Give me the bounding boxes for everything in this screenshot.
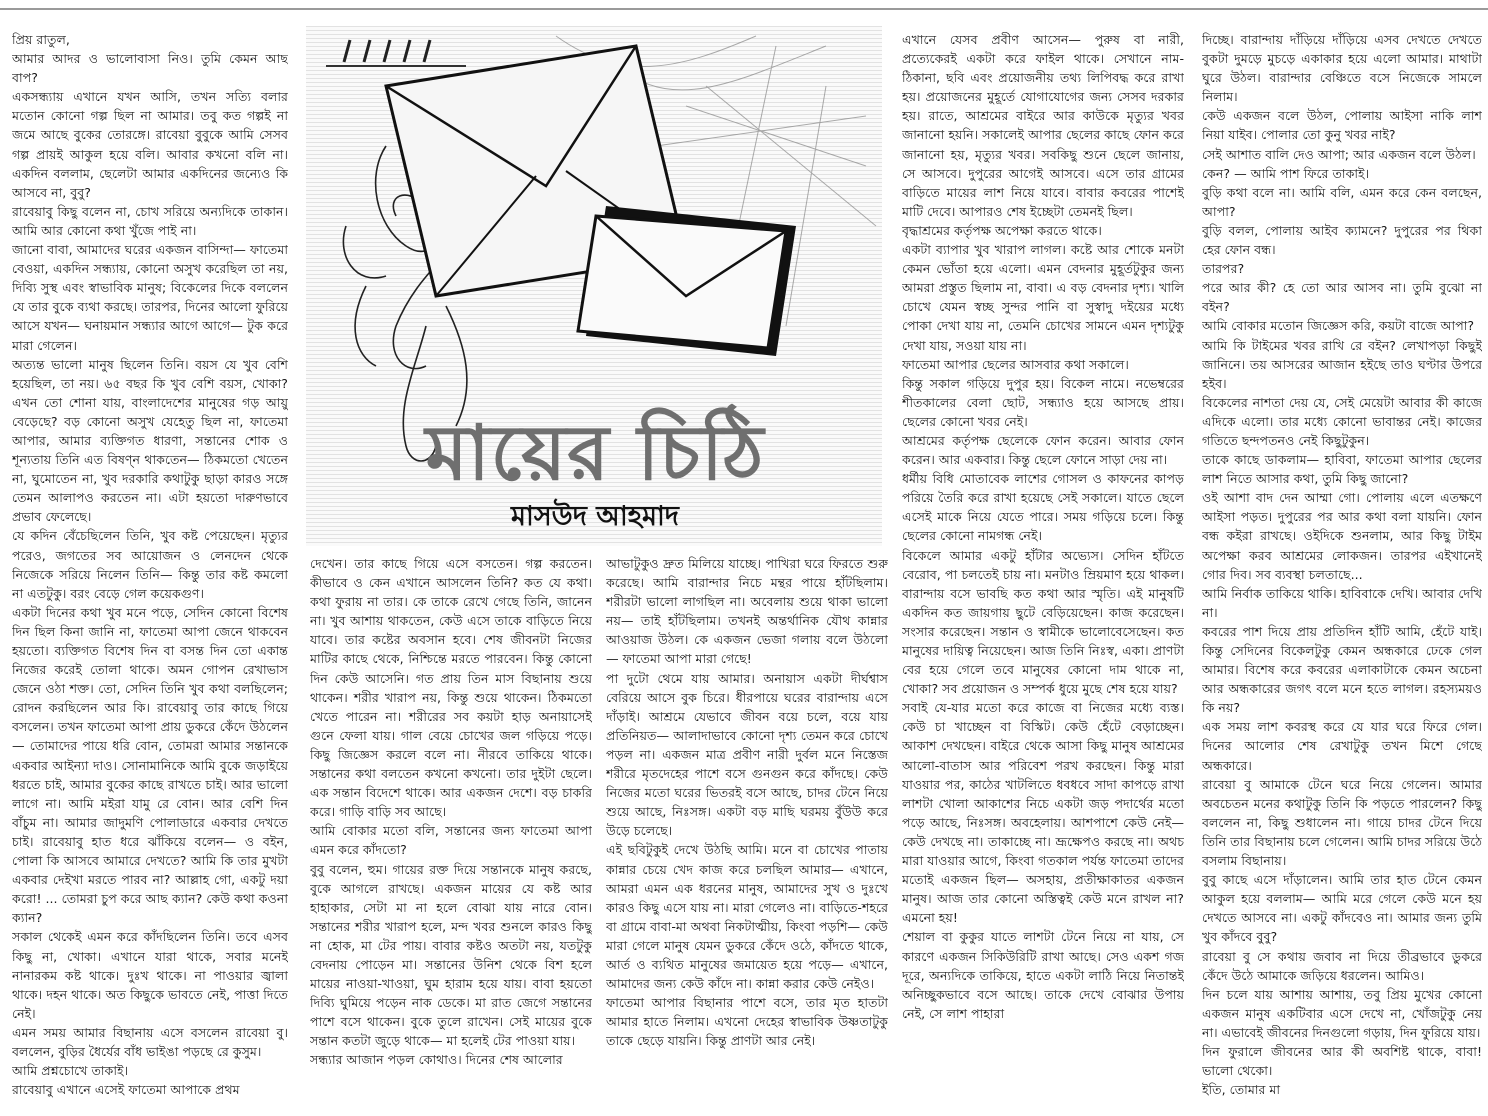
paragraph: রাবেয়াবু এখানে এসেই ফাতেমা আপাকে প্রথম (12, 1082, 240, 1098)
paragraph: বুবু বলেন, হুম। গায়ের রক্ত দিয়ে সন্তানকে মানুষ করছে, বুকে আগলে রাখছে। একজন মায়ের যে কষ্ট আর হাহাকার, সেটা মা না হলে বোঝা যায় নারে বোন। সন্তানের শরীর খারাপ হলে, মন্দ খবর শুনলে কারও কিছু না হোক, মা টের পায়। বাবার কষ্টও অতটা নয়, যতটুকু বেদনায় পোড়েন মা। সন্তানের উনিশ থেকে বিশ হলে মায়ের নাওয়া-খাওয়া, ঘুম হারাম হয়ে যায়। বাবা হয়তো দিব্যি ঘুমিয়ে পড়েন নাক ডেকে। মা রাত জেগে সন্তানের পাশে বসে থাকেন। বুকে তুলে রাখেন। সেই মায়ের বুকে সন্তান কতটা জুড়ে থাকে— মা হলেই টের পাওয়া যায়। (310, 861, 592, 1049)
paragraph: একসন্ধ্যায় এখানে যখন আসি, তখন সত্যি বলার মতোন কোনো গল্প ছিল না আমার। তবু কত গল্পই না জমে আছে বুকের তোরঙ্গে। রাবেয়া বুবুকে আমি সেসব গল্প প্রায়ই আকুল হয়ে বলি। আবার কখনো বলি না। একদিন বললাম, ছেলেটা আমার একদিনের জন্যেও কি আসবে না, বুবু? (12, 89, 288, 200)
paragraph: সকাল থেকেই এমন করে কাঁদছিলেন তিনি। তবে এসব কিছু না, খোকা। এখানে যারা থাকে, সবার মনেই নানারকম কষ্ট থাকে। দুঃখ থাকে। না পাওয়ার জ্বালা থাকে। দহন থাকে। অত কিছুকে ভাবতে নেই, পাত্তা দিতে নেই। (12, 929, 288, 1021)
paragraph: বুবু কাছে এসে দাঁড়ালেন। আমি তার হাত টেনে কেমন আকুল হয়ে বললাম— আমি মরে গেলে কেউ মনে হয় দেখতে আসবে না। একটু কাঁদবেও না। আমার জন্য তুমি খুব কাঁদবে বুবু? (1202, 872, 1482, 945)
paragraph: একটা দিনের কথা খুব মনে পড়ে, সেদিন কোনো বিশেষ দিন ছিল কিনা জানি না, ফাতেমা আপা জেনে থাকবেন হয়তো। ব্যক্তিগত বিশেষ দিন বা বসন্ত দিন তো একান্ত নিজের করেই তোলা থাকে। অমন গোপন রেখাভাস জেনে ওঠা শক্ত। তো, সেদিন তিনি খুব কথা বলছিলেন; রোদন করছিলেন আর কি। রাবেয়াবু তার কাছে গিয়ে বসলেন। তখন ফাতেমা আপা প্রায় ডুকরে কেঁদে উঠলেন— তোমাদের পায়ে ধরি বোন, তোমরা আমার সন্তানকে একবার আইন্যা দাও। সোনামানিকে আমি বুকে জড়াইয়ে ধরতে চাই, আমার বুকের কাছে রাখতে চাই। আর ভালো লাগে না। আমি মইরা যামু রে বোন। আর বেশি দিন বাঁচুম না। আমার জাদুমণি পোলাডারে একবার দেখতে চাই। রাবেয়াবু হাত ধরে ঝাঁকিয়ে বলেন— ও বইন, পোলা কি আসবে আমারে দেখতে? আমি কি তার মুখটা একবার দেইখা মরতে পারব না? আল্লাহ গো, একটু দয়া করো! ... তোমরা চুপ করে আছ ক্যান? কেউ কথা কওনা ক্যান? (12, 604, 288, 926)
article-column-4 (902, 30, 1184, 1114)
paragraph: তাকে কাছে ডাকলাম— হাবিবা, ফাতেমা আপার ছেলের লাশ নিতে আসার কথা, তুমি কিছু জানো? (1202, 452, 1482, 487)
paragraph: সন্ধ্যার আজান পড়ল কোথাও। দিনের শেষ আলোর (310, 1052, 563, 1068)
paragraph: ইতি, তোমার মা (1202, 1082, 1281, 1098)
article-column-2 (310, 554, 592, 1114)
paragraph: ওই আশা বাদ দেন আম্মা গো। পোলায় এলে এতক্ষণে আইসা পড়ত। দুপুরের পর আর কথা বলা যায়নি। ফোন বন্ধ কইরা রাখছে। ওইদিকে শুনলাম, আর কিছু টাইম অপেক্ষা করব আশ্রমের লোকজন। তারপর এইখানেই গোর দিব। সব ব্যবস্থা চলতাছে... (1202, 490, 1482, 582)
paragraph: আমি নির্বাক তাকিয়ে থাকি। হাবিবাকে দেখি। আবার দেখি না। (1202, 585, 1482, 620)
paragraph: তারপর? (1202, 261, 1245, 277)
paragraph: কেন? — আমি পাশ ফিরে তাকাই। (1202, 165, 1370, 181)
paragraph: বুড়ি কথা বলে না। আমি বলি, এমন করে কেন বলছেন, আপা? (1202, 184, 1482, 219)
paragraph: আমি বোকার মতোন জিজ্ঞেস করি, কয়টা বাজে আপা? (1202, 318, 1475, 334)
paragraph: আমি কি টাইমের খবর রাখি রে বইন? লেখাপড়া কিছুই জানিনে। তয় আসরের আজান হইছে তাও ঘণ্টার উপরে হইব। (1202, 337, 1482, 391)
paragraph: জানো বাবা, আমাদের ঘরের একজন বাসিন্দা— ফাতেমা বেওয়া, একদিন সন্ধ্যায়, কোনো অসুখ করেছিল তা নয়, দিব্যি সুস্থ এবং স্বাভাবিক মানুষ; বিকেলের দিকে বললেন যে তার বুকে ব্যথা করছে। তারপর, দিনের আলো ফুরিয়ে আসে যখন— ঘনায়মান সন্ধ্যার আগে আগে— টুক করে মারা গেলেন। (12, 242, 288, 353)
paragraph: বুড়ি বলল, পোলায় আইব ক্যামনে? দুপুরের পর থিকা হের ফোন বন্ধ। (1202, 222, 1482, 258)
paragraph: বিকেলের নাশতা দেয় যে, সেই মেয়েটা আবার কী কাজে এদিকে এলো। তার মধ্যে কোনো ভাবান্তর নেই। কাজের গতিতে ছন্দপতনও নেই কিছুটুকুন। (1202, 394, 1482, 448)
article-title: মায়ের চিঠি (425, 408, 765, 497)
paragraph: বিকেলে আমার একটু হাঁটার অভ্যেস। সেদিন হাঁটতে বেরোব, পা চলতেই চায় না। মনটাও ম্রিয়মাণ হয়ে থাকল। বারান্দায় বসে ভাবছি কত কথা আর স্মৃতি। এই মানুষটি একদিন কত জায়গায় ছুটে বেড়িয়েছেন। কাজ করেছেন। সংসার করেছেন। সন্তান ও স্বামীকে ভালোবেসেছেন। কত মানুষের দায়িত্ব নিয়েছেন। আজ তিনি নিঃস্ব, একা। প্রাণটা বের হয়ে গেলে তবে মানুষের কোনো দাম থাকে না, খোকা? সব প্রয়োজন ও সম্পর্ক ধুয়ে মুছে শেষ হয়ে যায়? (902, 547, 1184, 697)
paragraph: শেয়াল বা কুকুর যাতে লাশটা টেনে নিয়ে না যায়, সে কারণে একজন সিকিউরিটি রাখা আছে। সেও একশ গজ দূরে, অন্যদিকে তাকিয়ে, হাতে একটা লাঠি নিয়ে নিতান্তই অনিচ্ছুকভাবে বসে আছে। তাকে দেখে বোঝার উপায় নেই, সে লাশ পাহারা (902, 929, 1184, 1021)
paragraph: আশ্রমের কর্তৃপক্ষ ছেলেকে ফোন করেন। আবার ফোন করেন। আর একবার। কিন্তু ছেলে ফোনে সাড়া দেয় না। (902, 432, 1184, 468)
paragraph: কবরের পাশ দিয়ে প্রায় প্রতিদিন হাঁটি আমি, হেঁটে যাই। কিন্তু সেদিনের বিকেলটুকু কেমন অন্ধকারে ঢেকে গেল আমার। বিশেষ করে কবরের এলাকাটাকে কেমন অচেনা আর অন্ধকারের জগৎ বলে মনে হতে লাগল। রহস্যময়ও কি নয়? (1202, 623, 1482, 716)
paragraph: এমন সময় আমার বিছানায় এসে বসলেন রাবেয়া বু। বললেন, বুড়ির ধৈর্যের বাঁধ ভাইঙা পড়ছে রে কুসুম। (12, 1024, 288, 1059)
paragraph: আমার আদর ও ভালোবাসা নিও। তুমি কেমন আছ বাপ? (12, 51, 288, 86)
paragraph: পরে আর কী? হে তো আর আসব না। তুমি বুঝো না বইন? (1202, 280, 1482, 315)
paragraph: পা দুটো থেমে যায় আমার। অনায়াস একটা দীর্ঘশ্বাস বেরিয়ে আসে বুক চিরে। ধীরপায়ে ঘরের বারান্দায় এসে দাঁড়াই। আশ্রমে যেভাবে জীবন বয়ে চলে, বয়ে যায় প্রতিনিয়ত— আলাদাভাবে কোনো দৃশ্য তেমন করে চোখে পড়ল না। একজন মাত্র প্রবীণ নারী দুর্বল মনে নিস্তেজ শরীরে মৃতদেহের পাশে বসে গুনগুন করে কাঁদছে। কেউ নিজের মতো ঘরের ভিতরই বসে আছে, চাদর টেনে নিয়ে শুয়ে আছে, নিঃসঙ্গ। একটা বড় মাছি ঘরময় বুঁউউ করে উড়ে চলেছে। (606, 670, 888, 839)
paragraph: কিন্তু সকাল গড়িয়ে দুপুর হয়। বিকেল নামে। নভেম্বরের শীতকালের বেলা ছোট, সন্ধ্যাও হয়ে আসছে প্রায়। ছেলের কোনো খবর নেই। (902, 375, 1184, 429)
paragraph: কেউ একজন বলে উঠল, পোলায় আইসা নাকি লাশ নিয়া যাইব। পোলার তো কুনু খবর নাই? (1202, 108, 1482, 143)
paragraph: এই ছবিটুকুই দেখে উঠছি আমি। মনে বা চোখের পাতায় কান্নার চেয়ে খেদ কাজ করে চলছিল আমার— এখানে, আমরা এমন এক ধরনের মানুষ, আমাদের সুখ ও দুঃখে কারও কিছু এসে যায় না। মারা গেলেও না। বাড়িতে-শহরে বা গ্রামে বাবা-মা অথবা নিকটাত্মীয়, কিংবা পড়শি— কেউ মারা গেলে মানুষ যেমন ডুকরে কেঁদে ওঠে, কাঁদতে থাকে, আর্ত ও ব্যথিত মানুষের জমায়েত হয়ে পড়ে— এখানে, আমাদের জন্য কেউ কাঁদে না। কান্না করার কেউ নেইও। (606, 842, 888, 992)
paragraph: দেখেন। তার কাছে গিয়ে এসে বসতেন। গল্প করতেন। কীভাবে ও কেন এখানে আসলেন তিনি? কত যে কথা। কথা ফুরায় না তার। কে তাকে রেখে গেছে তিনি, জানেন না। খুব আশায় থাকতেন, কেউ এসে তাকে বাড়িতে নিয়ে যাবে। তার কষ্টের অবসান হবে। শেষ জীবনটা নিজের মাটির কাছে থেকে, নিশ্চিন্তে মরতে পারবেন। কিন্তু কোনো দিন কেউ আসেনি। গত প্রায় তিন মাস বিছানায় শুয়ে থাকেন। শরীর খারাপ নয়, কিন্তু শুয়ে থাকেন। ঠিকমতো খেতে পারেন না। শরীরের সব কয়টা হাড় অনায়াসেই গুনে ফেলা যায়। গাল বেয়ে চোখের জল গড়িয়ে পড়ে। কিছু জিজ্ঞেস করলে বলে না। নীরবে তাকিয়ে থাকে। সন্তানের কথা বলতেন কখনো কখনো। তার দুইটা ছেলে। এক সন্তান বিদেশে থাকে। আর একজন দেশে। বড় চাকরি করে। গাড়ি বাড়ি সব আছে। (310, 556, 592, 820)
paragraph: এক সময় লাশ কবরস্থ করে যে যার ঘরে ফিরে গেল। দিনের আলোর শেষ রেখাটুকু তখন মিশে গেছে অন্ধকারে। (1202, 719, 1482, 773)
top-rule (0, 8, 1488, 10)
paragraph: ফাতেমা আপার ছেলের আসবার কথা সকালে। (902, 356, 1129, 372)
paragraph: আমি প্রশ্নচোখে তাকাই। (12, 1063, 129, 1079)
paragraph: যে কদিন বেঁচেছিলেন তিনি, খুব কষ্ট পেয়েছেন। মৃত্যুর পরেও, জগতের সব আয়োজন ও লেনদেন থেকে নিজেকে সরিয়ে নিলেন তিনি— কিন্তু তার কষ্ট কমলো না এতটুকু। বরং বেড়ে গেল কয়েকগুণ। (12, 528, 288, 601)
paragraph: ধর্মীয় বিধি মোতাবেক লাশের গোসল ও কাফনের কাপড় পরিয়ে তৈরি করে রাখা হয়েছে সেই সকালে। যাতে ছেলে এসেই মাকে নিয়ে যেতে পারে। সময় গড়িয়ে চলে। কিন্তু ছেলের কোনো নামগন্ধ নেই। (902, 471, 1184, 544)
article-column-5 (1202, 30, 1482, 1114)
paragraph: একটা ব্যাপার খুব খারাপ লাগল। কষ্টে আর শোকে মনটা কেমন ভোঁতা হয়ে এলো। এমন বেদনার মুহূর্তটুকুর জন্য আমরা প্রস্তুত ছিলাম না, বাবা। এ বড় বেদনার দৃশ্য। খালি চোখে যেমন স্বচ্ছ সুন্দর পানি বা সুস্বাদু দইয়ের মধ্যে পোকা দেখা যায় না, তেমনি চোখের সামনে এমন দৃশ্যটুকু দেখা যায়, সওয়া যায় না। (902, 242, 1184, 353)
paragraph: বৃদ্ধাশ্রমের কর্তৃপক্ষ অপেক্ষা করতে থাকে। (902, 222, 1102, 238)
small-envelope-icon (578, 206, 796, 356)
paragraph: রাবেয়া বু সে কথায় জবাব না দিয়ে তীব্রভাবে ডুকরে কেঁদে উঠে আমাকে জড়িয়ে ধরলেন। আমিও। (1202, 948, 1482, 983)
paragraph: আভাটুকুও দ্রুত মিলিয়ে যাচ্ছে। পাখিরা ঘরে ফিরতে শুরু করেছে। আমি বারান্দার নিচে মন্থর পায়ে হাঁটছিলাম। শরীরটা ভালো লাগছিল না। অবেলায় শুয়ে থাকা ভালো নয়— তাই হাঁটছিলাম। তখনই অন্তর্থানিক যৌথ কান্নার আওয়াজ উঠল। কে একজন ভেজা গলায় বলে উঠলো— ফাতেমা আপা মারা গেছে! (606, 556, 888, 667)
paragraph: এখানে যেসব প্রবীণ আসেন— পুরুষ বা নারী, প্রত্যেকেরই একটা করে ফাইল থাকে। সেখানে নাম-ঠিকানা, ছবি এবং প্রয়োজনীয় তথ্য লিপিবদ্ধ করে রাখা হয়। প্রয়োজনের মুহূর্তে যোগাযোগের জন্য সেসব দরকার হয়। রাতে, আশ্রমের বাইরে আর কাউকে মৃত্যুর খবর জানানো হয়নি। সকালেই আপার ছেলের কাছে ফোন করে জানানো হয়, মৃত্যুর খবর। সবকিছু শুনে ছেলে জানায়, সে আসবে। দুপুরের আগেই আসবে। এসে তার গ্রামের বাড়িতে মায়ের লাশ নিয়ে যাবে। বাবার কবরের পাশেই মাটি দেবে। আপারও শেষ ইচ্ছেটা তেমনই ছিল। (902, 32, 1184, 219)
paragraph: দিচ্ছে। বারান্দায় দাঁড়িয়ে দাঁড়িয়ে এসব দেখতে দেখতে বুকটা দুমড়ে মুচড়ে একাকার হয়ে এলো আমার। মাথাটা ঘুরে উঠল। বারান্দার বেঞ্চিতে বসে নিজেকে সামলে নিলাম। (1202, 32, 1482, 105)
paragraph: দিন ফুরালে জীবনের আর কী অবশিষ্ট থাকে, বাবা! ভালো থেকো। (1202, 1043, 1482, 1079)
paragraph: দিন চলে যায় আশায় আশায়, তবু প্রিয় মুখের কোনো একজন মানুষ একটিবার এসে দেখে না, খোঁজটুকু নেয় না। এভাবেই জীবনের দিনগুলো গড়ায়, দিন ফুরিয়ে যায়। (1202, 986, 1482, 1040)
paragraph: অত্যন্ত ভালো মানুষ ছিলেন তিনি। বয়স যে খুব বেশি হয়েছিল, তা নয়। ৬৫ বছর কি খুব বেশি বয়স, খোকা? এখন তো শোনা যায়, বাংলাদেশের মানুষের গড় আয়ু বেড়েছে? বড় কোনো অসুখ যেহেতু ছিল না, ফাতেমা আপার, আমার ব্যক্তিগত ধারণা, সন্তানের শোক ও শূন্যতায় তিনি এত বিষণ্ন থাকতেন— ঠিকমতো খেতেন না, ঘুমোতেন না, খুব দরকারি কথাটুকু ছাড়া কারও সঙ্গে তেমন আলাপও করতেন না। এটা হয়তো দারুণভাবে প্রভাব ফেলেছে। (12, 356, 288, 525)
article-column-1 (12, 30, 288, 1114)
article-column-3 (606, 554, 888, 1114)
paragraph: রাবেয়াবু কিছু বলেন না, চোখ সরিয়ে অন্যদিকে তাকান। আমি আর কোনো কথা খুঁজে পাই না। (12, 203, 288, 238)
paragraph: আমি বোকার মতো বলি, সন্তানের জন্য ফাতেমা আপা এমন করে কাঁদতো? (310, 823, 592, 858)
paragraph: ফাতেমা আপার বিছানার পাশে বসে, তার মৃত হাতটা আমার হাতে নিলাম। এখনো দেহের স্বাভাবিক উষ্ণতাটুকু তাকে ছেড়ে যায়নি। কিন্তু প্রাণটা আর নেই। (606, 995, 888, 1049)
paragraph: সেই আশাত বালি দেও আপা; আর একজন বলে উঠল। (1202, 146, 1476, 162)
paragraph: সবাই যে-যার মতো করে কাজে বা নিজের মধ্যে ব্যস্ত। কেউ চা খাচ্ছেন বা বিস্কিট। কেউ হেঁটে বেড়াচ্ছেন। আকাশ দেখছেন। বাইরে থেকে আসা কিছু মানুষ আশ্রমের আলো-বাতাস আর পরিবেশ পরখ করছেন। কিন্তু মারা যাওয়ার পর, কাঠের খাটলিতে ধবধবে সাদা কাপড়ে রাখা লাশটা খোলা আকাশের নিচে একটা জড় পদার্থের মতো পড়ে আছে, নিঃসঙ্গ। অবহেলায়। আশপাশে কেউ নেই— কেউ দেখছে না। তাকাচ্ছে না। ভ্রূক্ষেপও করছে না। অথচ মারা যাওয়ার আগে, কিংবা গতকাল পর্যন্ত ফাতেমা তাদের মতোই একজন ছিল— অসহায়, প্রতীক্ষাকাতর একজন মানুষ। আজ তার কোনো অস্তিত্বই কেউ মনে রাখল না? এমনো হয়! (902, 700, 1184, 926)
paragraph: রাবেয়া বু আমাকে টেনে ঘরে নিয়ে গেলেন। আমার অবচেতন মনের কথাটুকু তিনি কি পড়তে পারলেন? কিছু বললেন না, কিছু শুধালেন না। গায়ে চাদর টেনে দিয়ে তিনি তার বিছানায় চলে গেলেন। আমি চাদর সরিয়ে উঠে বসলাম বিছানায়। (1202, 776, 1482, 869)
paragraph: প্রিয় রাতুল, (12, 32, 70, 47)
article-author: মাসউদ আহমাদ (511, 501, 679, 532)
